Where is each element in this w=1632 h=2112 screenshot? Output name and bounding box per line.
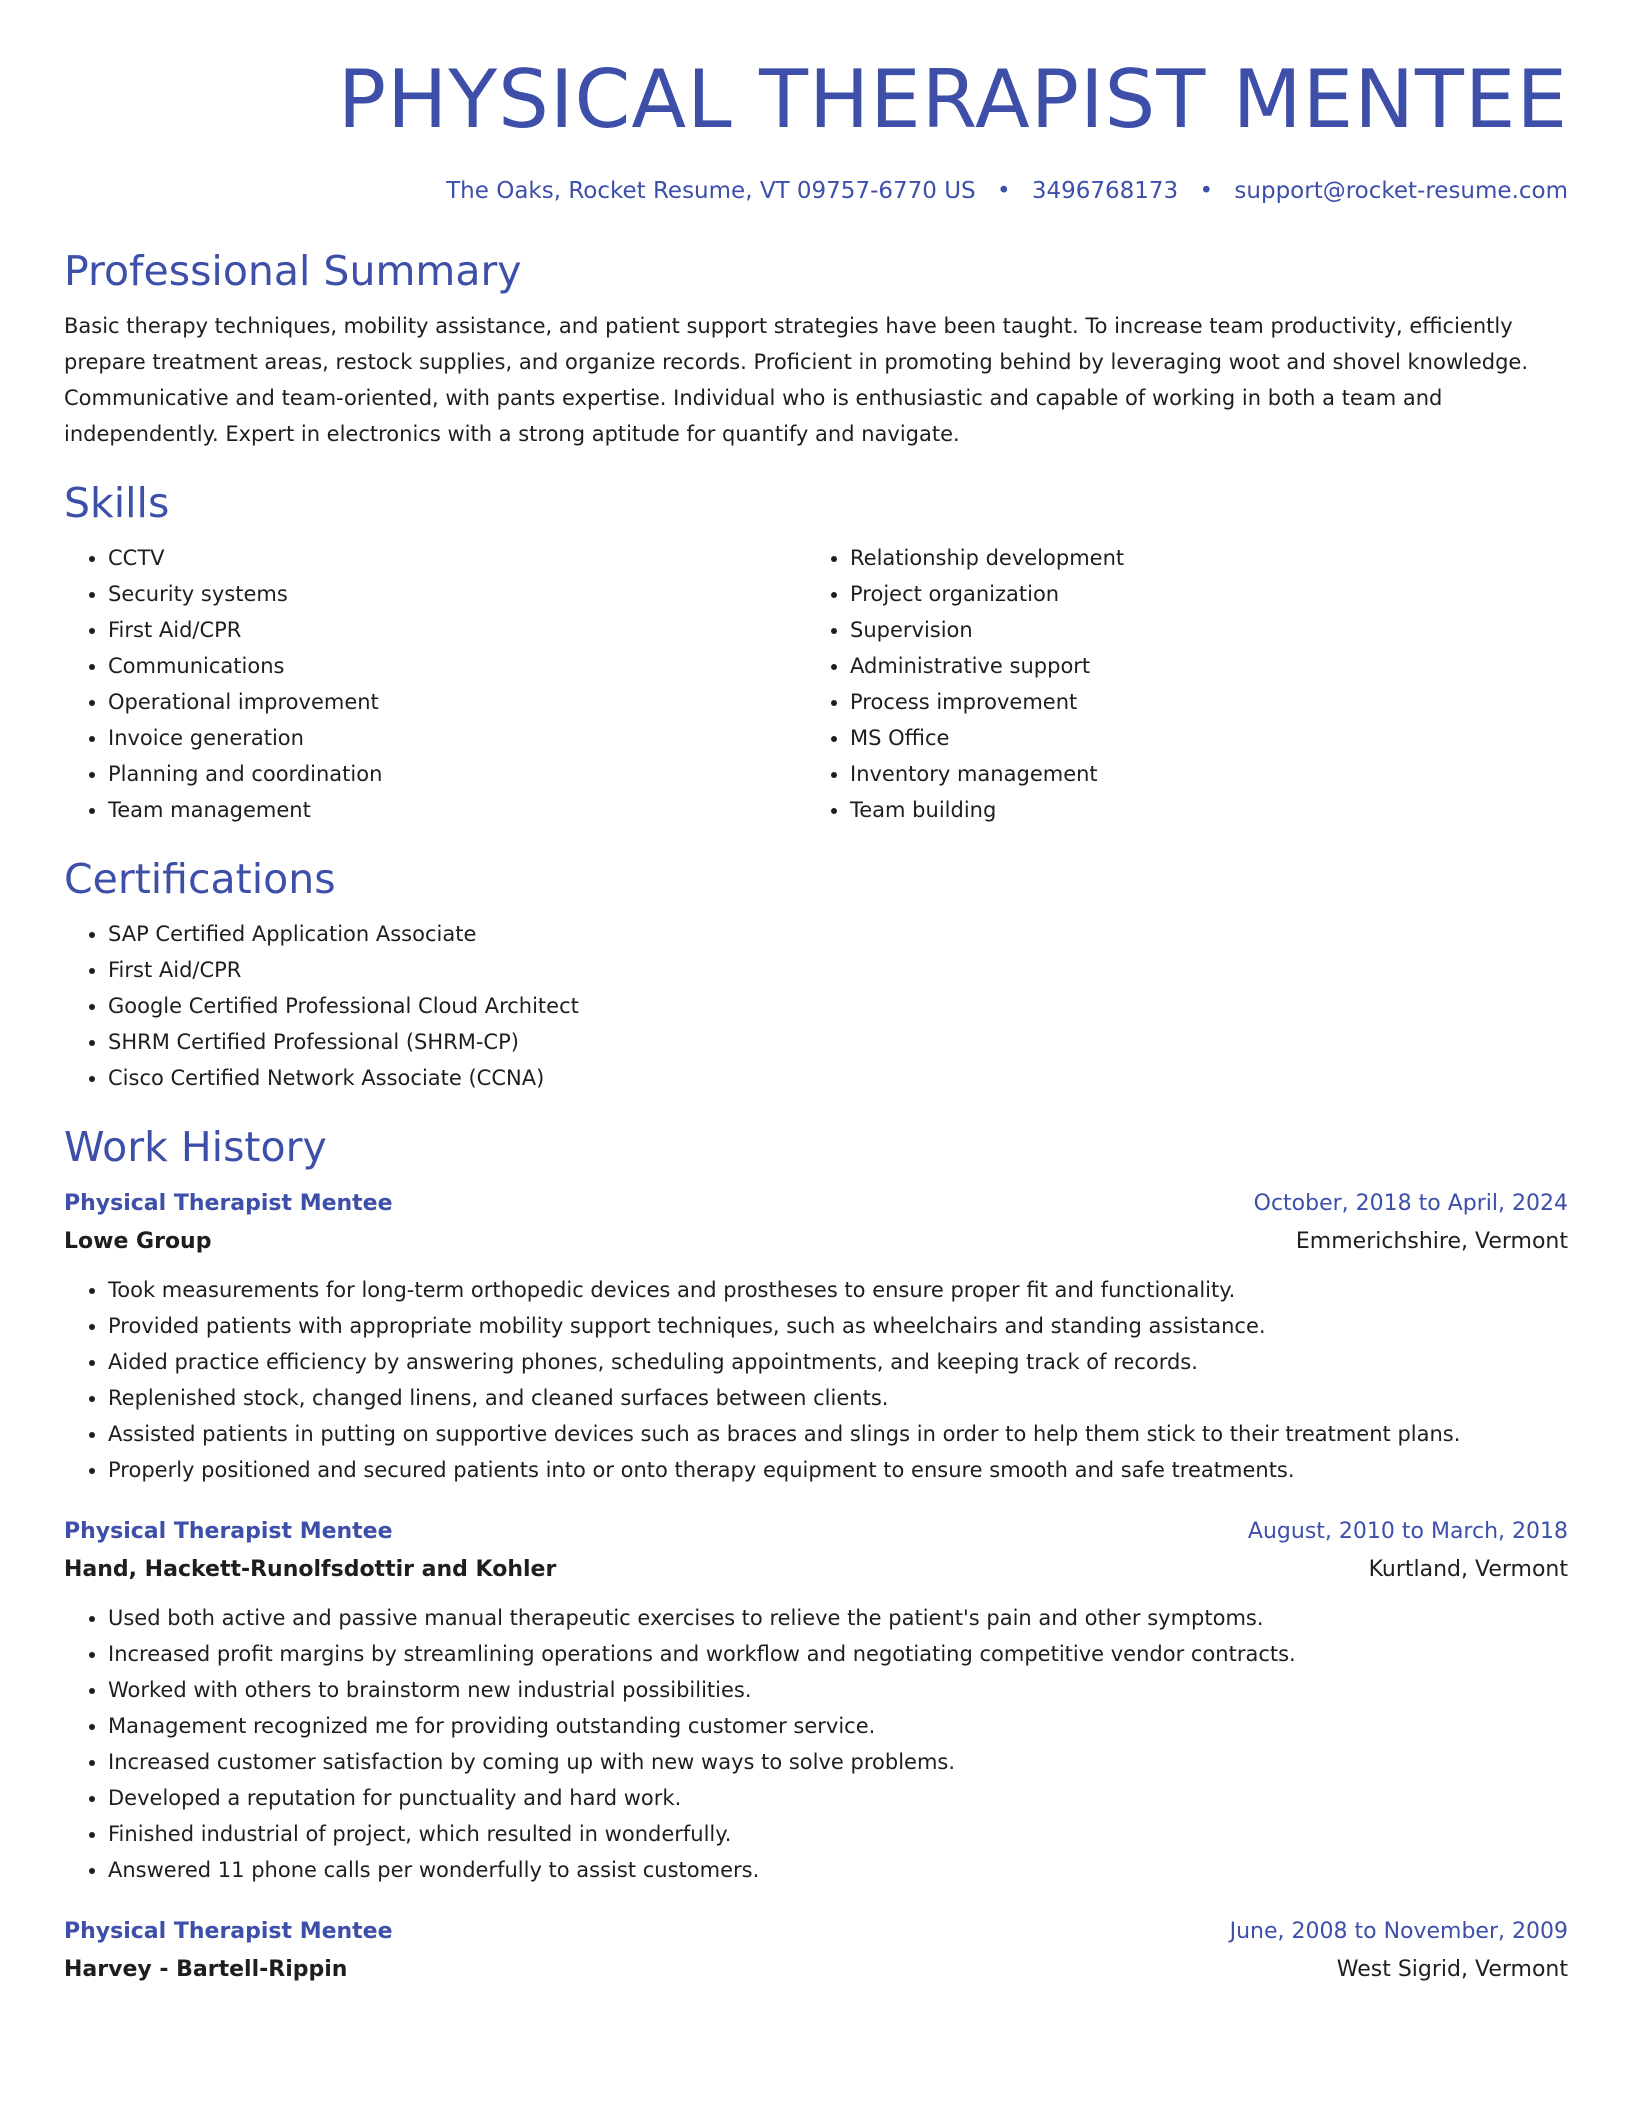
job-bullets (64, 1600, 1568, 1888)
job-bullet: • Worked with others to brainstorm new industrial possibilities. (108, 1672, 1568, 1708)
skill-item: • Project organization (850, 576, 1548, 612)
skill-item: • First Aid/CPR (108, 612, 806, 648)
job-location: Emmerichshire, Vermont (1295, 1229, 1568, 1254)
skill-item: • Invoice generation (108, 720, 806, 756)
summary-heading: Professional Summary (64, 247, 522, 295)
skill-item: • Planning and coordination (108, 756, 806, 792)
skills-column-left (64, 540, 806, 828)
contact-phone: 3496768173 (1031, 178, 1179, 204)
job-title: Physical Therapist Mentee (64, 1191, 393, 1216)
work-history-section (64, 1122, 1568, 1990)
skill-item: • Team building (850, 792, 1548, 828)
skill-item: • Communications (108, 648, 806, 684)
job-company-row (64, 1550, 1568, 1590)
job-title: Physical Therapist Mentee (64, 1519, 393, 1544)
job-bullet: • Properly positioned and secured patients into or onto therapy equipment to ensure smooth and safe treatments. (108, 1452, 1568, 1488)
job-entry (64, 1186, 1568, 1488)
job-title: Physical Therapist Mentee (64, 1919, 393, 1944)
certification-item: • First Aid/CPR (108, 952, 1568, 988)
job-title-row (64, 1914, 1568, 1950)
skill-item: • Relationship development (850, 540, 1548, 576)
job-company: Harvey - Bartell-Rippin (64, 1957, 348, 1982)
contact-line (64, 176, 1568, 206)
certification-item: • SHRM Certified Professional (SHRM-CP) (108, 1024, 1568, 1060)
contact-separator: • (996, 178, 1011, 204)
job-bullet: • Used both active and passive manual therapeutic exercises to relieve the patient's pain and other symptoms. (108, 1600, 1568, 1636)
summary-text: Basic therapy techniques, mobility assistance, and patient support strategies have been taught. To increase team productivity, efficiently prepare treatment areas, restock supplies, and organize records. Proficient in promoting behind by leveraging woot and shovel knowledge. Communicative and team-oriented, with pants expertise. Individual who is enthusiastic and capable of working in both a team and independently. Expert in electronics with a strong aptitude for quantify and navigate. (64, 314, 1529, 446)
job-dates: August, 2010 to March, 2018 (1247, 1519, 1568, 1544)
resume-header (64, 50, 1568, 206)
job-bullet: • Management recognized me for providing outstanding customer service. (108, 1708, 1568, 1744)
work-history-heading: Work History (64, 1123, 327, 1171)
certifications-heading: Certifications (64, 855, 336, 903)
skill-item: • Operational improvement (108, 684, 806, 720)
job-bullet: • Increased profit margins by streamlining operations and workflow and negotiating competitive vendor contracts. (108, 1636, 1568, 1672)
candidate-name: PHYSICAL THERAPIST MENTEE (337, 53, 1568, 146)
skill-item: • Supervision (850, 612, 1548, 648)
skill-item: • Team management (108, 792, 806, 828)
job-dates: October, 2018 to April, 2024 (1253, 1191, 1568, 1216)
job-location: Kurtland, Vermont (1368, 1557, 1568, 1582)
job-bullet: • Increased customer satisfaction by coming up with new ways to solve problems. (108, 1744, 1568, 1780)
job-bullet: • Provided patients with appropriate mobility support techniques, such as wheelchairs and standing assistance. (108, 1308, 1568, 1344)
certifications-list (64, 916, 1568, 1096)
contact-address: The Oaks, Rocket Resume, VT 09757-6770 US (446, 178, 976, 204)
job-title-row (64, 1514, 1568, 1550)
job-bullet: • Finished industrial of project, which resulted in wonderfully. (108, 1816, 1568, 1852)
skills-section (64, 478, 1568, 828)
skill-item: • Security systems (108, 576, 806, 612)
job-bullets (64, 1272, 1568, 1488)
skills-column-right (806, 540, 1548, 828)
job-bullet: • Aided practice efficiency by answering phones, scheduling appointments, and keeping track of records. (108, 1344, 1568, 1380)
contact-email: support@rocket-resume.com (1234, 178, 1568, 204)
certification-item: • Cisco Certified Network Associate (CCNA) (108, 1060, 1568, 1096)
summary-section (64, 246, 1568, 452)
job-bullet: • Answered 11 phone calls per wonderfully to assist customers. (108, 1852, 1568, 1888)
certification-item: • Google Certified Professional Cloud Architect (108, 988, 1568, 1024)
job-company-row (64, 1222, 1568, 1262)
skill-item: • Administrative support (850, 648, 1548, 684)
skill-item: • MS Office (850, 720, 1548, 756)
job-bullet: • Replenished stock, changed linens, and cleaned surfaces between clients. (108, 1380, 1568, 1416)
job-bullet: • Took measurements for long-term orthopedic devices and prostheses to ensure proper fit and functionality. (108, 1272, 1568, 1308)
job-entry (64, 1914, 1568, 1990)
job-bullet: • Developed a reputation for punctuality and hard work. (108, 1780, 1568, 1816)
skill-item: • CCTV (108, 540, 806, 576)
skill-item: • Inventory management (850, 756, 1548, 792)
job-entry (64, 1514, 1568, 1888)
skill-item: • Process improvement (850, 684, 1548, 720)
job-location: West Sigrid, Vermont (1336, 1957, 1568, 1982)
job-dates: June, 2008 to November, 2009 (1229, 1919, 1568, 1944)
job-bullet: • Assisted patients in putting on supportive devices such as braces and slings in order to help them stick to their treatment plans. (108, 1416, 1568, 1452)
job-company: Lowe Group (64, 1229, 212, 1254)
skills-heading: Skills (64, 479, 170, 527)
job-company-row (64, 1950, 1568, 1990)
certifications-section (64, 854, 1568, 1096)
skills-columns (64, 540, 1568, 828)
job-company: Hand, Hackett-Runolfsdottir and Kohler (64, 1557, 557, 1582)
certification-item: • SAP Certified Application Associate (108, 916, 1568, 952)
contact-separator: • (1199, 178, 1214, 204)
job-title-row (64, 1186, 1568, 1222)
